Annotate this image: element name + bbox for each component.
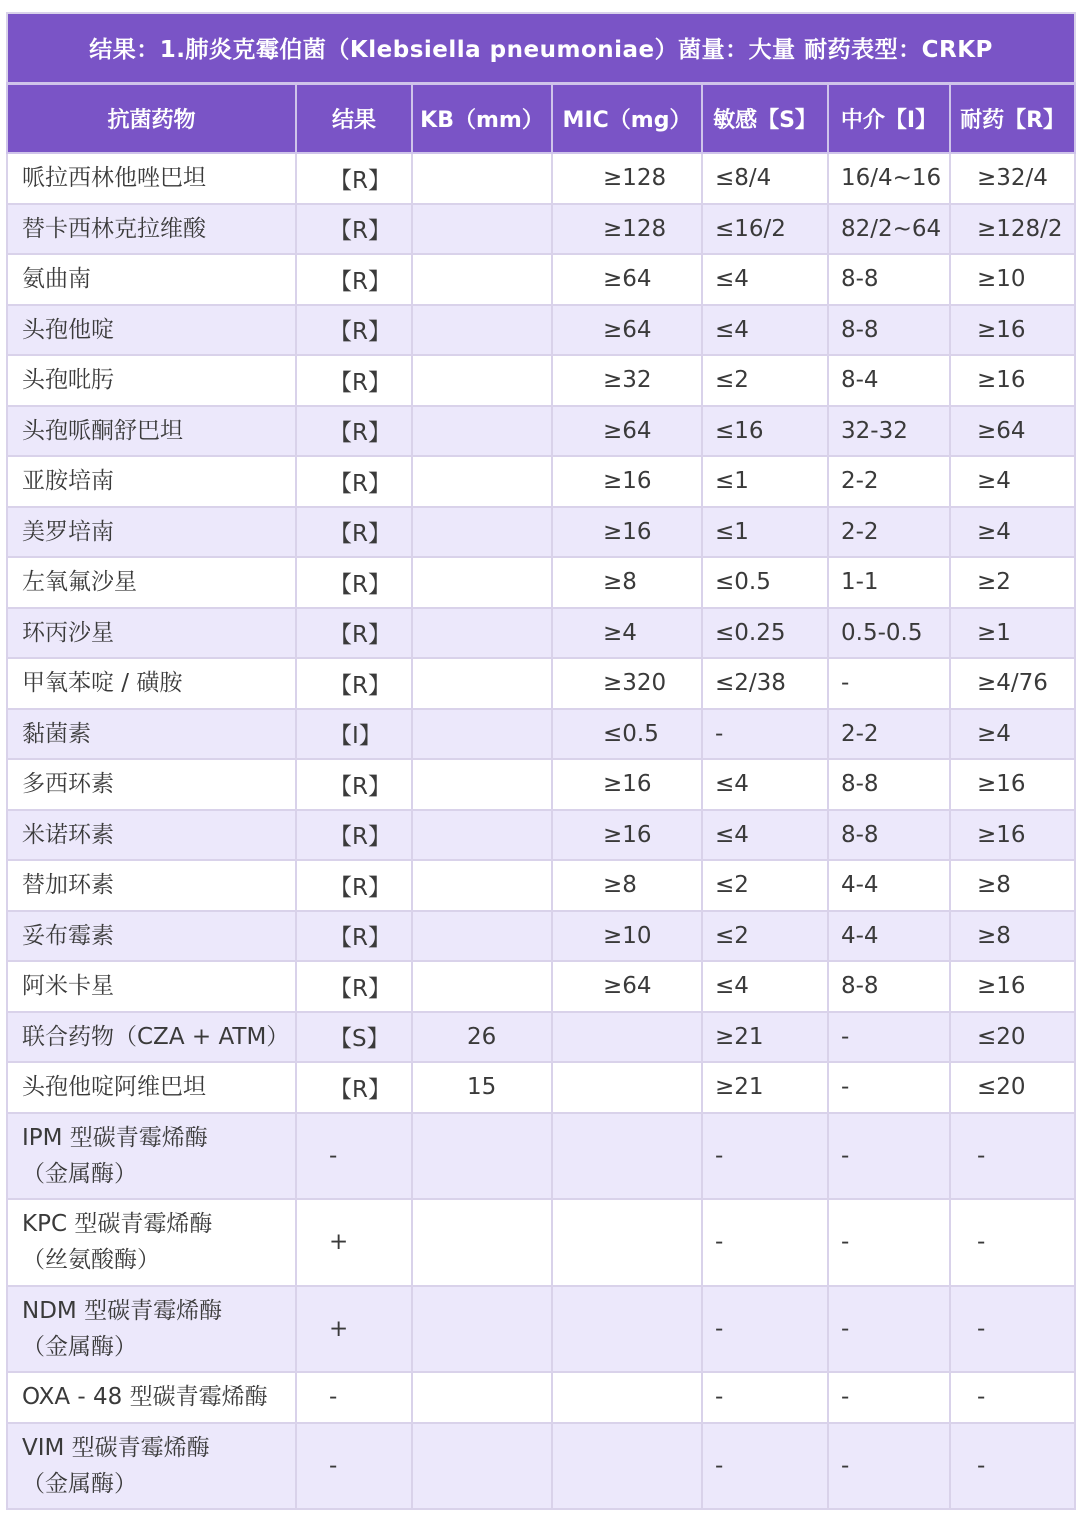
table-row — [7, 1062, 1075, 1113]
mic-cell — [552, 1012, 702, 1063]
kb-cell — [412, 1372, 552, 1423]
sensitive-cell: - — [702, 1286, 828, 1373]
intermediate-cell: 82/2~64 — [828, 204, 950, 255]
drug-name-cell: KPC 型碳青霉烯酶 （丝氨酸酶） — [7, 1199, 296, 1286]
result-cell: 【R】 — [296, 911, 412, 962]
table-row — [7, 557, 1075, 608]
drug-name-cell: NDM 型碳青霉烯酶 （金属酶） — [7, 1286, 296, 1373]
mic-cell: ≥32 — [552, 355, 702, 406]
intermediate-cell: - — [828, 1113, 950, 1200]
result-cell: 【R】 — [296, 860, 412, 911]
table-row — [7, 406, 1075, 457]
result-cell: - — [296, 1423, 412, 1510]
kb-cell — [412, 456, 552, 507]
sensitive-cell: ≤4 — [702, 759, 828, 810]
resistant-cell: ≥64 — [950, 406, 1075, 457]
drug-name-cell: VIM 型碳青霉烯酶 （金属酶） — [7, 1423, 296, 1510]
mic-cell: ≥320 — [552, 658, 702, 709]
table-body — [7, 153, 1075, 1509]
table-row — [7, 507, 1075, 558]
drug-name-cell: 头孢哌酮舒巴坦 — [7, 406, 296, 457]
table-row — [7, 456, 1075, 507]
table-caption: 结果：1.肺炎克霉伯菌（Klebsiella pneumoniae）菌量：大量 耐药表型：CRKP — [7, 13, 1075, 83]
sensitive-cell: ≤2 — [702, 355, 828, 406]
resistant-cell: ≥4 — [950, 456, 1075, 507]
drug-name-cell: 头孢他啶阿维巴坦 — [7, 1062, 296, 1113]
intermediate-cell: 8-8 — [828, 759, 950, 810]
mic-cell: ≥128 — [552, 204, 702, 255]
result-cell: 【S】 — [296, 1012, 412, 1063]
result-cell: - — [296, 1372, 412, 1423]
drug-name-cell: 环丙沙星 — [7, 608, 296, 659]
kb-cell — [412, 204, 552, 255]
resistant-cell: - — [950, 1113, 1075, 1200]
kb-cell — [412, 608, 552, 659]
table-row — [7, 810, 1075, 861]
intermediate-cell: - — [828, 1199, 950, 1286]
resistant-cell: - — [950, 1372, 1075, 1423]
kb-cell: 26 — [412, 1012, 552, 1063]
drug-name-cell: 头孢吡肟 — [7, 355, 296, 406]
sensitive-cell: ≤16/2 — [702, 204, 828, 255]
result-cell: + — [296, 1286, 412, 1373]
resistant-cell: - — [950, 1423, 1075, 1510]
drug-name-cell: 替加环素 — [7, 860, 296, 911]
drug-name-cell: 阿米卡星 — [7, 961, 296, 1012]
mic-cell: ≥4 — [552, 608, 702, 659]
drug-name-cell: 氨曲南 — [7, 254, 296, 305]
resistant-cell: - — [950, 1199, 1075, 1286]
intermediate-cell: 8-4 — [828, 355, 950, 406]
kb-cell — [412, 810, 552, 861]
mic-cell — [552, 1062, 702, 1113]
mic-cell: ≥16 — [552, 456, 702, 507]
resistant-cell: ≥16 — [950, 355, 1075, 406]
result-cell: 【R】 — [296, 406, 412, 457]
table-row — [7, 860, 1075, 911]
resistant-cell: ≥8 — [950, 860, 1075, 911]
sensitive-cell: - — [702, 709, 828, 760]
resistant-cell: - — [950, 1286, 1075, 1373]
table-row — [7, 254, 1075, 305]
table-row — [7, 1372, 1075, 1423]
kb-cell — [412, 1423, 552, 1510]
sensitive-cell: - — [702, 1372, 828, 1423]
resistant-cell: ≥16 — [950, 759, 1075, 810]
mic-cell: ≥64 — [552, 254, 702, 305]
sensitive-cell: ≤0.25 — [702, 608, 828, 659]
result-cell: 【R】 — [296, 810, 412, 861]
sensitive-cell: ≥21 — [702, 1062, 828, 1113]
kb-cell — [412, 507, 552, 558]
sensitive-cell: ≤0.5 — [702, 557, 828, 608]
table-row — [7, 153, 1075, 204]
intermediate-cell: 32-32 — [828, 406, 950, 457]
sensitive-cell: - — [702, 1423, 828, 1510]
mic-cell: ≥64 — [552, 305, 702, 356]
kb-cell — [412, 1286, 552, 1373]
resistant-cell: ≥4/76 — [950, 658, 1075, 709]
drug-name-cell: 联合药物（CZA + ATM） — [7, 1012, 296, 1063]
intermediate-cell: 4-4 — [828, 911, 950, 962]
drug-name-cell: OXA - 48 型碳青霉烯酶 — [7, 1372, 296, 1423]
mic-cell — [552, 1286, 702, 1373]
mic-cell: ≥16 — [552, 507, 702, 558]
kb-cell — [412, 153, 552, 204]
resistant-cell: ≤20 — [950, 1062, 1075, 1113]
intermediate-cell: 8-8 — [828, 810, 950, 861]
kb-cell — [412, 709, 552, 760]
resistant-cell: ≥8 — [950, 911, 1075, 962]
table-row — [7, 608, 1075, 659]
mic-cell: ≥8 — [552, 557, 702, 608]
table-row — [7, 1113, 1075, 1200]
kb-cell — [412, 658, 552, 709]
table-row — [7, 305, 1075, 356]
kb-cell — [412, 557, 552, 608]
mic-cell: ≤0.5 — [552, 709, 702, 760]
sensitive-cell: ≤1 — [702, 456, 828, 507]
mic-cell: ≥128 — [552, 153, 702, 204]
table-row — [7, 204, 1075, 255]
kb-cell — [412, 1199, 552, 1286]
result-cell: 【R】 — [296, 1062, 412, 1113]
sensitive-cell: ≤2 — [702, 911, 828, 962]
resistant-cell: ≤20 — [950, 1012, 1075, 1063]
intermediate-cell: 2-2 — [828, 456, 950, 507]
result-cell: 【R】 — [296, 658, 412, 709]
column-header-drug: 抗菌药物 — [7, 83, 296, 153]
resistant-cell: ≥2 — [950, 557, 1075, 608]
intermediate-cell: 2-2 — [828, 709, 950, 760]
drug-name-cell: 甲氧苯啶 / 磺胺 — [7, 658, 296, 709]
result-cell: 【R】 — [296, 608, 412, 659]
table-row — [7, 1012, 1075, 1063]
kb-cell — [412, 355, 552, 406]
sensitive-cell: ≤4 — [702, 305, 828, 356]
intermediate-cell: - — [828, 1012, 950, 1063]
resistant-cell: ≥4 — [950, 507, 1075, 558]
table-row — [7, 911, 1075, 962]
susceptibility-table — [6, 12, 1076, 1510]
sensitive-cell: ≤2/38 — [702, 658, 828, 709]
column-header-intermediate: 中介【I】 — [828, 83, 950, 153]
drug-name-cell: 多西环素 — [7, 759, 296, 810]
column-header-result: 结果 — [296, 83, 412, 153]
intermediate-cell: 2-2 — [828, 507, 950, 558]
table-row — [7, 1199, 1075, 1286]
resistant-cell: ≥16 — [950, 305, 1075, 356]
kb-cell — [412, 1113, 552, 1200]
drug-name-cell: 亚胺培南 — [7, 456, 296, 507]
column-header-sensitive: 敏感【S】 — [702, 83, 828, 153]
intermediate-cell: 16/4~16 — [828, 153, 950, 204]
drug-name-cell: 妥布霉素 — [7, 911, 296, 962]
column-header-resistant: 耐药【R】 — [950, 83, 1075, 153]
intermediate-cell: 8-8 — [828, 254, 950, 305]
sensitive-cell: - — [702, 1199, 828, 1286]
mic-cell: ≥64 — [552, 406, 702, 457]
result-cell: 【R】 — [296, 254, 412, 305]
result-cell: 【R】 — [296, 204, 412, 255]
kb-cell — [412, 911, 552, 962]
mic-cell — [552, 1199, 702, 1286]
sensitive-cell: ≤16 — [702, 406, 828, 457]
result-cell: 【R】 — [296, 305, 412, 356]
drug-name-cell: IPM 型碳青霉烯酶 （金属酶） — [7, 1113, 296, 1200]
resistant-cell: ≥4 — [950, 709, 1075, 760]
result-cell: 【R】 — [296, 557, 412, 608]
table-row — [7, 1423, 1075, 1510]
intermediate-cell: 0.5-0.5 — [828, 608, 950, 659]
result-cell: 【R】 — [296, 456, 412, 507]
table-row — [7, 759, 1075, 810]
resistant-cell: ≥32/4 — [950, 153, 1075, 204]
drug-name-cell: 米诺环素 — [7, 810, 296, 861]
kb-cell — [412, 254, 552, 305]
kb-cell — [412, 759, 552, 810]
intermediate-cell: 8-8 — [828, 961, 950, 1012]
sensitive-cell: ≤8/4 — [702, 153, 828, 204]
drug-name-cell: 替卡西林克拉维酸 — [7, 204, 296, 255]
resistant-cell: ≥128/2 — [950, 204, 1075, 255]
drug-name-cell: 美罗培南 — [7, 507, 296, 558]
sensitive-cell: ≤4 — [702, 254, 828, 305]
mic-cell: ≥8 — [552, 860, 702, 911]
resistant-cell: ≥10 — [950, 254, 1075, 305]
intermediate-cell: - — [828, 1423, 950, 1510]
resistant-cell: ≥1 — [950, 608, 1075, 659]
drug-name-cell: 黏菌素 — [7, 709, 296, 760]
sensitive-cell: ≤4 — [702, 961, 828, 1012]
sensitive-cell: ≤1 — [702, 507, 828, 558]
table-row — [7, 355, 1075, 406]
intermediate-cell: - — [828, 1372, 950, 1423]
intermediate-cell: - — [828, 1062, 950, 1113]
result-cell: 【R】 — [296, 355, 412, 406]
resistant-cell: ≥16 — [950, 810, 1075, 861]
intermediate-cell: 1-1 — [828, 557, 950, 608]
table-row — [7, 709, 1075, 760]
intermediate-cell: - — [828, 658, 950, 709]
result-cell: 【R】 — [296, 507, 412, 558]
mic-cell — [552, 1113, 702, 1200]
kb-cell: 15 — [412, 1062, 552, 1113]
kb-cell — [412, 305, 552, 356]
table-row — [7, 658, 1075, 709]
intermediate-cell: 4-4 — [828, 860, 950, 911]
drug-name-cell: 头孢他啶 — [7, 305, 296, 356]
kb-cell — [412, 860, 552, 911]
table-row — [7, 1286, 1075, 1373]
sensitive-cell: ≥21 — [702, 1012, 828, 1063]
drug-name-cell: 哌拉西林他唑巴坦 — [7, 153, 296, 204]
result-cell: 【R】 — [296, 153, 412, 204]
column-header-mic: MIC（mg） — [552, 83, 702, 153]
mic-cell: ≥64 — [552, 961, 702, 1012]
mic-cell: ≥16 — [552, 810, 702, 861]
header-row — [7, 83, 1075, 153]
kb-cell — [412, 406, 552, 457]
sensitive-cell: ≤2 — [702, 860, 828, 911]
result-cell: 【I】 — [296, 709, 412, 760]
kb-cell — [412, 961, 552, 1012]
mic-cell — [552, 1423, 702, 1510]
sensitive-cell: ≤4 — [702, 810, 828, 861]
result-cell: - — [296, 1113, 412, 1200]
mic-cell — [552, 1372, 702, 1423]
caption-row — [7, 13, 1075, 83]
result-cell: + — [296, 1199, 412, 1286]
result-cell: 【R】 — [296, 759, 412, 810]
result-cell: 【R】 — [296, 961, 412, 1012]
drug-name-cell: 左氧氟沙星 — [7, 557, 296, 608]
mic-cell: ≥10 — [552, 911, 702, 962]
mic-cell: ≥16 — [552, 759, 702, 810]
column-header-kb: KB（mm） — [412, 83, 552, 153]
table-row — [7, 961, 1075, 1012]
intermediate-cell: - — [828, 1286, 950, 1373]
resistant-cell: ≥16 — [950, 961, 1075, 1012]
intermediate-cell: 8-8 — [828, 305, 950, 356]
sensitive-cell: - — [702, 1113, 828, 1200]
